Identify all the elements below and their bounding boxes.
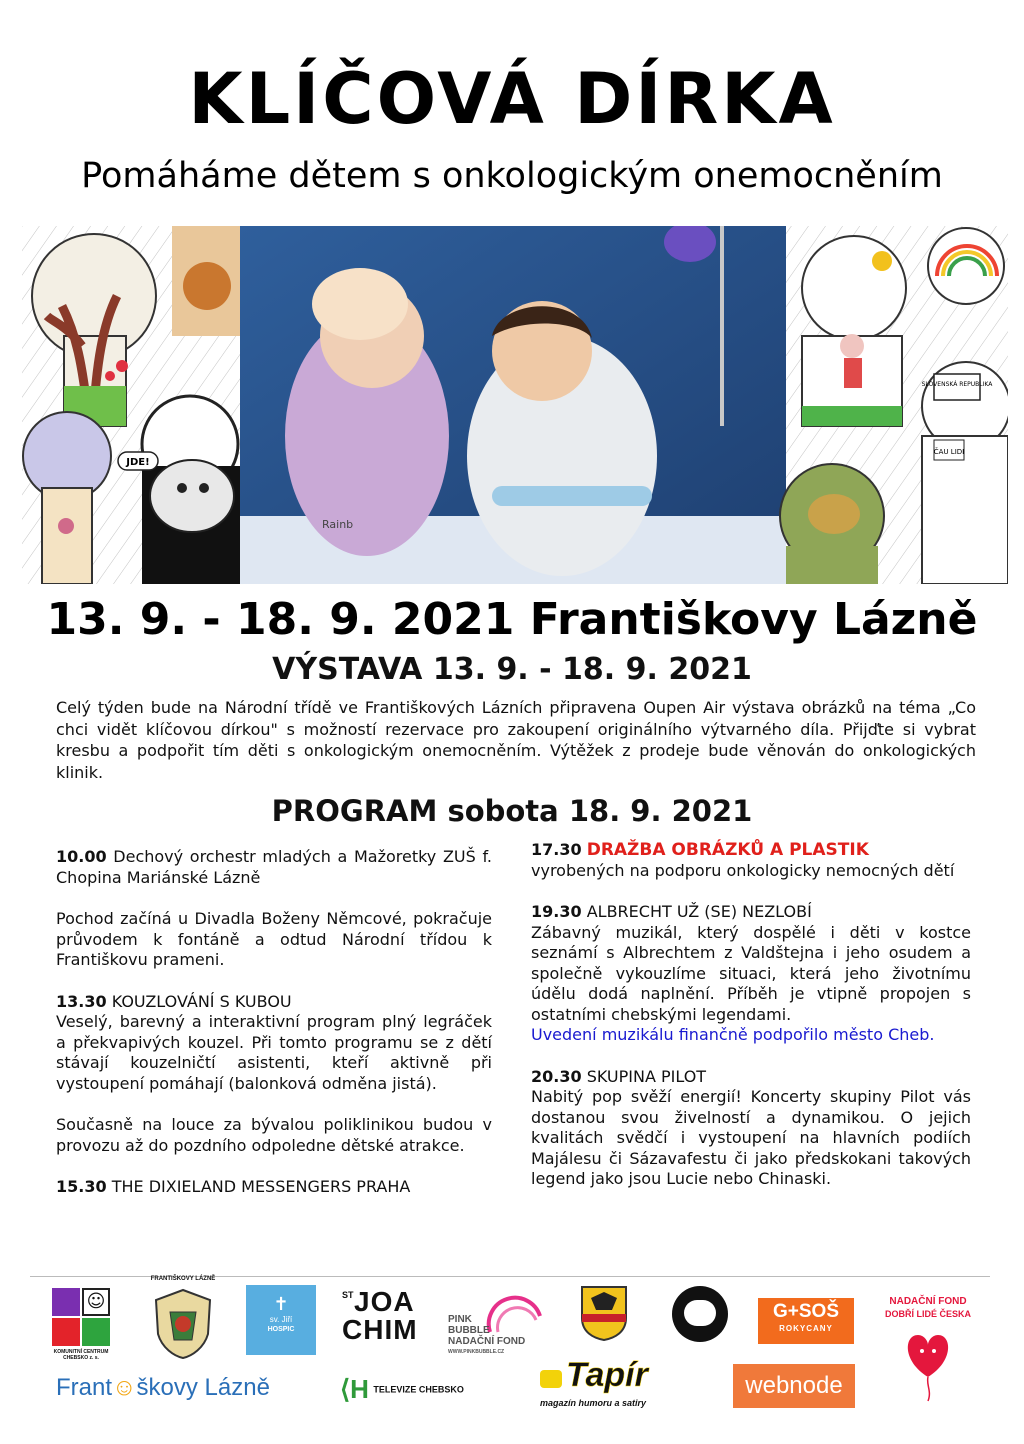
gsos-name: G+SOŠ bbox=[773, 1301, 839, 1322]
televize-chebsko-logo bbox=[340, 1374, 464, 1406]
joachim-line1: JOA bbox=[354, 1286, 415, 1317]
gsos-city: ROKYCANY bbox=[779, 1324, 833, 1333]
elephant-club-logo-icon bbox=[672, 1286, 728, 1342]
pink-bubble-line: PINK bbox=[448, 1314, 472, 1325]
frantiskovy-lazne-logo-part: Frant bbox=[56, 1374, 113, 1401]
keyhole-drawing-creature bbox=[780, 464, 884, 584]
program-note: Současně na louce za bývalou poliklinikou budou v provozu až do pozdního odpoledne dětské atrakce. bbox=[56, 1115, 492, 1155]
program-left-column bbox=[56, 847, 492, 1198]
keyhole-drawing-traveller bbox=[922, 362, 1008, 584]
frantiskovy-lazne-crest-label: FRANTIŠKOVY LÁZNĚ bbox=[150, 1276, 216, 1282]
program-item-text: Veselý, barevný a interaktivní program plný legráček a překvapivých kouzel. Při tomto programu se z dětí stávají kouzelničtí asistenti, kteří aktivně při vystoupení pomáhají (balonková odměna jistá). bbox=[56, 1012, 492, 1093]
page-title: KLÍČOVÁ DÍRKA bbox=[188, 58, 836, 140]
program-item bbox=[56, 847, 492, 888]
tapir-magazine-logo bbox=[540, 1356, 662, 1412]
sign-text: SLOVENSKÁ REPUBLIKA bbox=[921, 381, 993, 388]
dobri-lide-label: DOBŘÍ LIDÉ ČESKA bbox=[884, 1309, 971, 1319]
pink-bubble-logo bbox=[448, 1286, 544, 1358]
program-time: 13.30 bbox=[56, 991, 107, 1011]
komunitni-centrum-label: KOMUNITNÍ CENTRUM CHEBSKO z. s. bbox=[53, 1349, 109, 1361]
program-time: 19.30 bbox=[531, 902, 582, 921]
tv-chebsko-label: TELEVIZE CHEBSKO bbox=[373, 1384, 464, 1395]
frantiskovy-lazne-logo bbox=[56, 1374, 270, 1406]
auction-title: DRAŽBA OBRÁZKŮ A PLASTIK bbox=[586, 840, 869, 860]
photo-collage bbox=[22, 226, 1008, 584]
hospic-label: sv. bbox=[269, 1315, 280, 1324]
program-time: 10.00 bbox=[56, 847, 107, 866]
frantiskovy-lazne-logo-part: škovy Lázně bbox=[136, 1374, 270, 1401]
program-item-title: ALBRECHT UŽ (SE) NEZLOBÍ bbox=[586, 902, 812, 921]
program-item-text: Nabitý pop svěží energií! Koncerty skupiny Pilot vás dostanou svou živelností a dynamikou. O jejich kvalitách svědčí i vystoupení na hlavních podiích Majálesu či Sázavafestu či jako předskokani takových legend jako jsou Lucie nebo Chinaski. bbox=[531, 1087, 971, 1188]
page-subtitle: Pomáháme dětem s onkologickým onemocněním bbox=[81, 156, 943, 196]
program-time: 17.30 bbox=[531, 840, 582, 859]
shirt-print-text: Rainb bbox=[322, 518, 354, 531]
gsos-rokycany-logo bbox=[758, 1298, 854, 1344]
pink-bubble-url: WWW.PINKBUBBLE.CZ bbox=[448, 1349, 505, 1355]
program-item bbox=[531, 840, 971, 861]
exhibition-text: Celý týden bude na Národní třídě ve Františkových Lázních připravena Oupen Air výstava obrázků na téma „Co chci vidět klíčovou dírkou" s možností rezervace pro zakoupení originálního výtvarného díla. Přijďte si vybrat kresbu a podpořit tím děti s onkologickým onemocněním. Výtěžek z prodeje bude věnován do onkologických klinik. bbox=[56, 698, 976, 782]
children-drawings-collage bbox=[22, 226, 1008, 584]
program-time: 20.30 bbox=[531, 1066, 582, 1086]
program-title: PROGRAM sobota 18. 9. 2021 bbox=[271, 794, 753, 828]
exhibition-title: VÝSTAVA 13. 9. - 18. 9. 2021 bbox=[272, 652, 752, 687]
event-date-location: 13. 9. - 18. 9. 2021 Františkovy Lázně bbox=[46, 594, 978, 645]
komunitni-centrum-logo: ☺ bbox=[52, 1288, 110, 1346]
program-item-text: Pochod začíná u Divadla Boženy Němcové, pokračuje průvodem k fontáně a odtud Národní třídou k Františkovu prameni. bbox=[56, 909, 492, 969]
tapir-title: Tapír bbox=[566, 1356, 648, 1394]
sponsor-note: Uvedení muzikálu finančně podpořilo město Cheb. bbox=[531, 1025, 935, 1044]
joachim-line2: CHIM bbox=[342, 1314, 418, 1345]
joachim-st: ST bbox=[342, 1290, 354, 1300]
program-item bbox=[56, 992, 492, 1013]
cheb-coat-of-arms-icon bbox=[579, 1284, 629, 1342]
heart-balloon-icon bbox=[898, 1323, 958, 1403]
st-joachim-logo bbox=[340, 1288, 430, 1350]
hospic-logo: ✝ sv. Jiří HOSPIC bbox=[246, 1285, 316, 1355]
nadacni-fond-label: NADAČNÍ FOND bbox=[889, 1296, 967, 1307]
program-item bbox=[531, 902, 971, 923]
program-item bbox=[531, 1067, 971, 1088]
program-item-title: KOUZLOVÁNÍ S KUBOU bbox=[111, 991, 292, 1011]
pink-bubble-line: BUBBLE bbox=[448, 1325, 490, 1336]
program-item bbox=[56, 1177, 492, 1198]
tv-chebsko-icon: ⟨H bbox=[340, 1374, 369, 1404]
program-item-title: SKUPINA PILOT bbox=[586, 1066, 707, 1086]
keyhole-drawing-rainbow bbox=[928, 228, 1004, 304]
tapir-subtitle: magazín humoru a satiry bbox=[540, 1398, 647, 1408]
program-item-title: Dechový orchestr mladých a Mažoretky ZUŠ f. Chopina Mariánské Lázně bbox=[56, 847, 492, 887]
dobri-lide-ceska-logo bbox=[880, 1296, 976, 1416]
program-time: 15.30 bbox=[56, 1177, 107, 1196]
frantiskovy-lazne-crest bbox=[148, 1276, 218, 1360]
program-right-column bbox=[531, 840, 971, 1190]
hospic-label: Jiří bbox=[281, 1315, 293, 1324]
program-item-text: vyrobených na podporu onkologicky nemocných dětí bbox=[531, 860, 955, 880]
pink-bubble-line: NADAČNÍ FOND bbox=[448, 1336, 526, 1347]
program-item-title: THE DIXIELAND MESSENGERS PRAHA bbox=[111, 1177, 411, 1196]
program-item-text: Zábavný muzikál, který dospělé i děti v kostce seznámí s Albrechtem z Valdštejna i jeho osudem a společně vykouzlíme situaci, která jeho životnímu údělu dodá naplnění. Příběh je vtipně propojen s ostatními chebskými legendami. bbox=[531, 922, 971, 1024]
person-icon: ☺ bbox=[112, 1374, 137, 1401]
speech-bubble-text: JDE! bbox=[126, 457, 150, 468]
keyhole-drawing-corner bbox=[172, 226, 240, 336]
webnode-logo: webnode bbox=[733, 1364, 855, 1408]
hospic-label: HOSPIC bbox=[267, 1326, 295, 1333]
backpack-text: ČAU LIDI bbox=[933, 448, 965, 456]
